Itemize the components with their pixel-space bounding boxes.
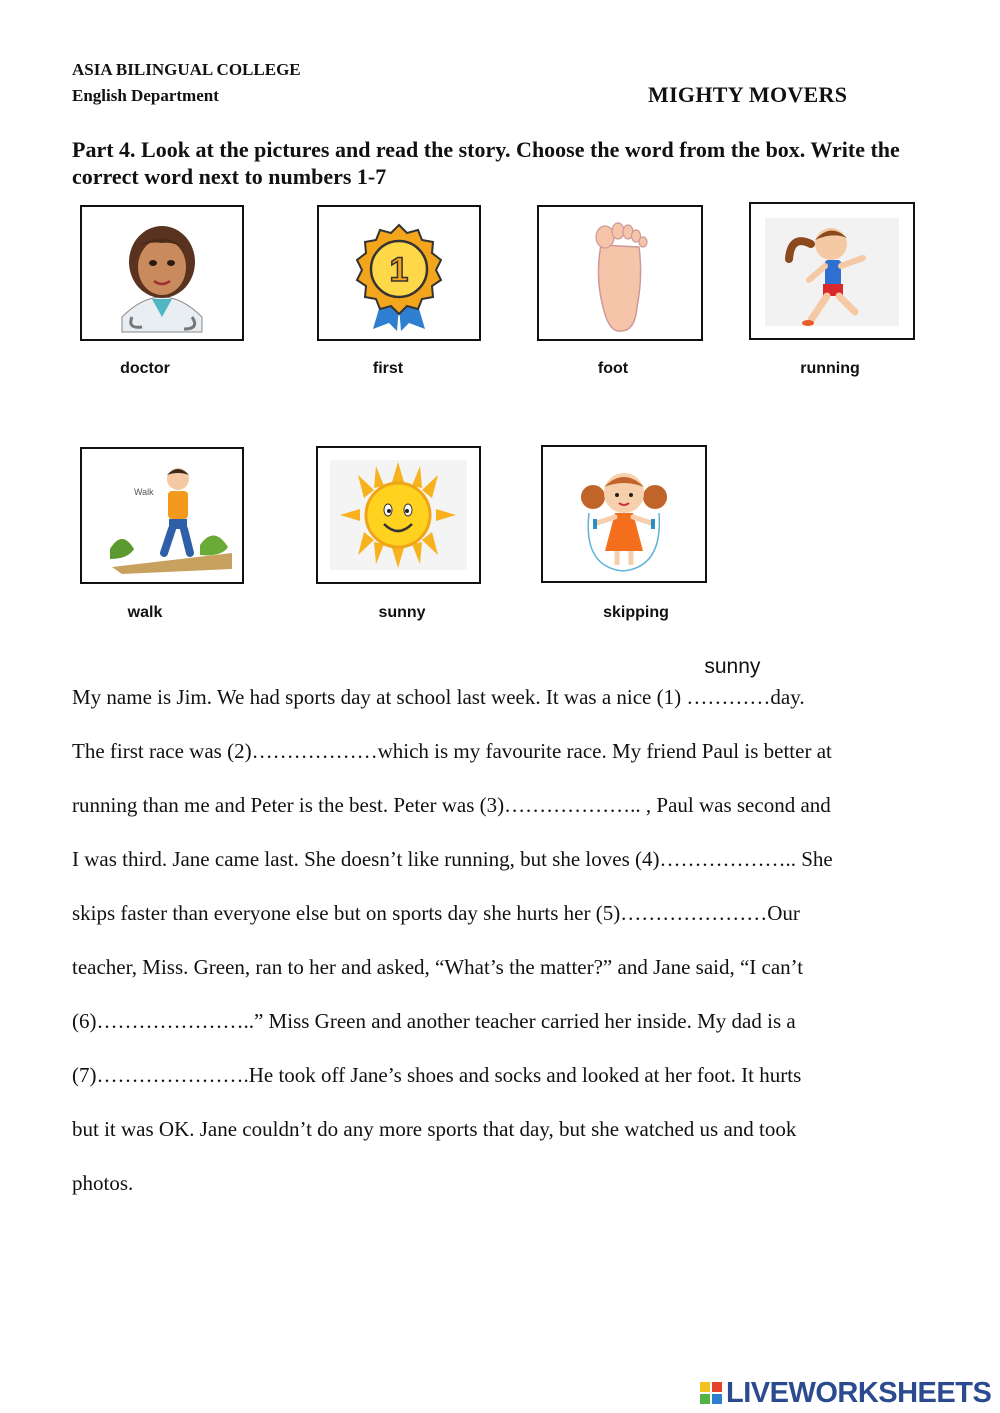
- story-line-8[interactable]: (7)………………….He took off Jane’s shoes and socks and looked at her foot. It hurts: [72, 1063, 802, 1087]
- word-doctor: doctor: [120, 360, 170, 377]
- running-girl-icon: [751, 204, 913, 338]
- story-line-2[interactable]: The first race was (2)………………which is my favourite race. My friend Paul is better at: [72, 739, 832, 763]
- word-first: first: [372, 360, 404, 377]
- sunny-picture: [316, 446, 481, 584]
- doctor-picture: [80, 205, 244, 341]
- word-running: running: [800, 360, 860, 377]
- walking-boy-icon: [82, 449, 242, 582]
- story-line-6: teacher, Miss. Green, ran to her and asked, “What’s the matter?” and Jane said, “I can’t: [72, 955, 804, 979]
- department-name: English Department: [72, 86, 219, 105]
- story-line-7[interactable]: (6)…………………..” Miss Green and another teacher carried her inside. My dad is a: [72, 1009, 796, 1033]
- skipping-picture: [541, 445, 707, 583]
- word-skipping: skipping: [603, 604, 669, 621]
- story-line-1: My name is Jim. We had sports day at school last week. It was a nice (1) sunny …………day.: [72, 670, 932, 724]
- story-line-9: but it was OK. Jane couldn’t do any more sports that day, but she watched us and took: [72, 1117, 797, 1141]
- story-line-10: photos.: [72, 1171, 134, 1195]
- word-sunny: sunny: [378, 604, 426, 621]
- instructions: Part 4. Look at the pictures and read the story. Choose the word from the box. Write the correct word next to numbers 1-7: [72, 137, 900, 189]
- level-title: MIGHTY MOVERS: [648, 82, 848, 107]
- blank-1[interactable]: sunny …………: [686, 670, 770, 724]
- liveworksheets-logo: [700, 1378, 991, 1408]
- walk-picture: [80, 447, 244, 584]
- first-picture: [317, 205, 481, 341]
- first-place-medal-icon: [319, 207, 479, 339]
- word-foot: foot: [597, 360, 629, 377]
- story-line-5[interactable]: skips faster than everyone else but on sports day she hurts her (5)…………………Our: [72, 901, 800, 925]
- doctor-icon: [82, 207, 242, 339]
- story-text: [72, 655, 932, 1210]
- school-name: ASIA BILINGUAL COLLEGE: [72, 60, 301, 79]
- foot-picture: [537, 205, 703, 341]
- walk-sign-label: Walk: [134, 487, 154, 497]
- answer-1-input[interactable]: sunny: [704, 655, 761, 678]
- story-line-4[interactable]: I was third. Jane came last. She doesn’t like running, but she loves (4)……………….. She: [72, 847, 833, 871]
- medal-number: 1: [389, 251, 409, 289]
- sun-icon: [318, 448, 479, 582]
- skipping-girl-icon: [543, 447, 705, 581]
- story-line-3[interactable]: running than me and Peter is the best. Peter was (3)……………….. , Paul was second and: [72, 793, 831, 817]
- liveworksheets-logo-text: LIVEWORKSHEETS: [726, 1376, 992, 1409]
- foot-icon: [539, 207, 701, 339]
- liveworksheets-logo-icon: [700, 1382, 722, 1404]
- word-walk: walk: [127, 604, 163, 621]
- running-picture: [749, 202, 915, 340]
